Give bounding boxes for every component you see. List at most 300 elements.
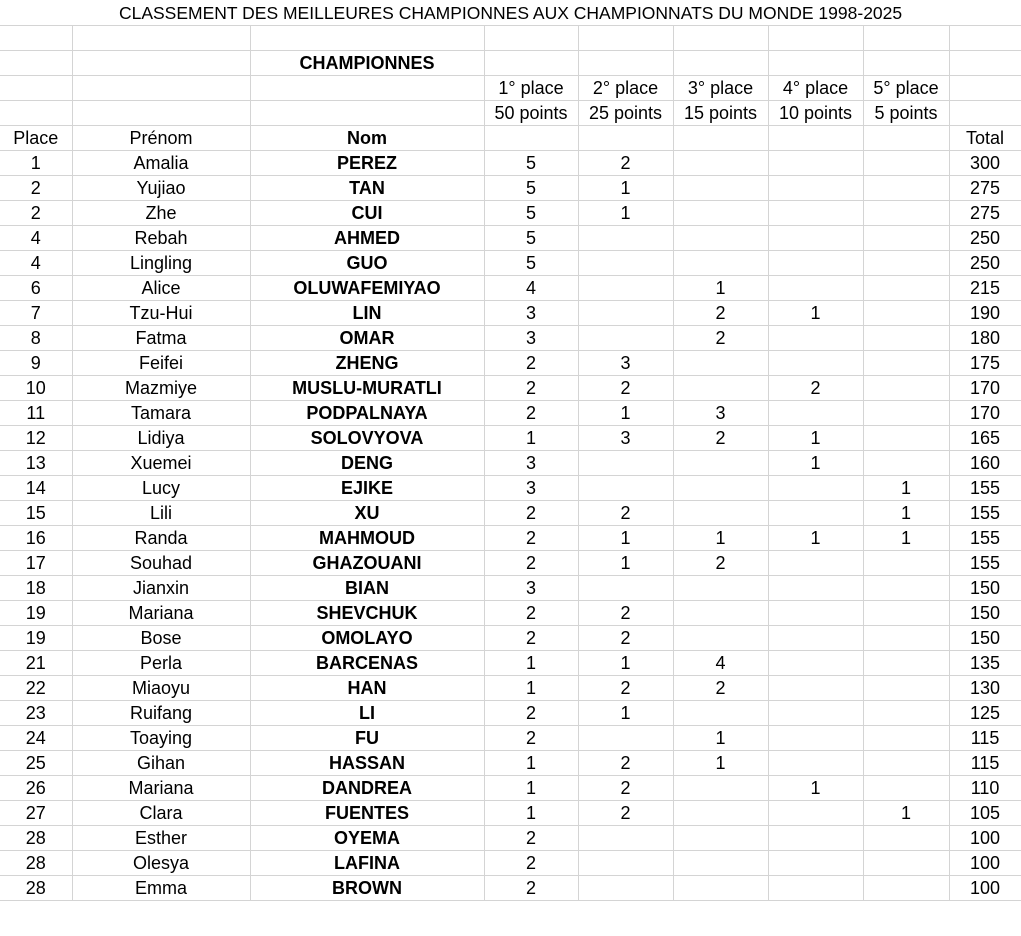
place-3-count-cell[interactable] [673, 475, 768, 500]
place-3-points[interactable]: 15 points [673, 100, 768, 125]
nom-cell[interactable]: FUENTES [250, 800, 484, 825]
prenom-cell[interactable]: Lidiya [72, 425, 250, 450]
place-2-count-cell[interactable] [578, 225, 673, 250]
prenom-cell[interactable]: Feifei [72, 350, 250, 375]
place-4-label[interactable]: 4° place [768, 75, 863, 100]
place-3-count-cell[interactable] [673, 150, 768, 175]
place-3-count-cell[interactable]: 2 [673, 675, 768, 700]
prenom-cell[interactable]: Clara [72, 800, 250, 825]
place-1-count-cell[interactable]: 2 [484, 875, 578, 900]
place-2-count-cell[interactable]: 2 [578, 800, 673, 825]
place-1-count-cell[interactable]: 2 [484, 525, 578, 550]
nom-cell[interactable]: BROWN [250, 875, 484, 900]
nom-cell[interactable]: BARCENAS [250, 650, 484, 675]
cell[interactable] [768, 50, 863, 75]
place-4-count-cell[interactable] [768, 575, 863, 600]
prenom-cell[interactable]: Tamara [72, 400, 250, 425]
place-cell[interactable]: 27 [0, 800, 72, 825]
total-cell[interactable]: 150 [949, 625, 1021, 650]
prenom-cell[interactable]: Zhe [72, 200, 250, 225]
place-cell[interactable]: 18 [0, 575, 72, 600]
total-cell[interactable]: 135 [949, 650, 1021, 675]
place-2-count-cell[interactable]: 1 [578, 400, 673, 425]
place-3-count-cell[interactable] [673, 775, 768, 800]
total-cell[interactable]: 115 [949, 725, 1021, 750]
place-3-count-cell[interactable] [673, 850, 768, 875]
place-4-count-cell[interactable] [768, 600, 863, 625]
place-3-count-cell[interactable]: 2 [673, 425, 768, 450]
prenom-cell[interactable]: Souhad [72, 550, 250, 575]
place-3-count-cell[interactable]: 3 [673, 400, 768, 425]
place-2-count-cell[interactable]: 2 [578, 600, 673, 625]
place-1-count-cell[interactable]: 2 [484, 350, 578, 375]
place-4-count-cell[interactable] [768, 325, 863, 350]
nom-cell[interactable]: HASSAN [250, 750, 484, 775]
prenom-cell[interactable]: Olesya [72, 850, 250, 875]
place-4-count-cell[interactable] [768, 550, 863, 575]
prenom-cell[interactable]: Bose [72, 625, 250, 650]
place-5-count-cell[interactable] [863, 150, 949, 175]
cell[interactable] [578, 25, 673, 50]
cell[interactable] [949, 50, 1021, 75]
place-cell[interactable]: 13 [0, 450, 72, 475]
place-4-count-cell[interactable] [768, 225, 863, 250]
place-1-count-cell[interactable]: 2 [484, 500, 578, 525]
place-3-count-cell[interactable]: 2 [673, 325, 768, 350]
prenom-cell[interactable]: Mariana [72, 775, 250, 800]
cell[interactable] [768, 125, 863, 150]
place-cell[interactable]: 25 [0, 750, 72, 775]
place-4-points[interactable]: 10 points [768, 100, 863, 125]
place-4-count-cell[interactable]: 2 [768, 375, 863, 400]
place-4-count-cell[interactable] [768, 175, 863, 200]
total-cell[interactable]: 130 [949, 675, 1021, 700]
prenom-cell[interactable]: Ruifang [72, 700, 250, 725]
place-2-count-cell[interactable]: 2 [578, 375, 673, 400]
place-5-label[interactable]: 5° place [863, 75, 949, 100]
place-1-count-cell[interactable]: 2 [484, 725, 578, 750]
place-cell[interactable]: 19 [0, 625, 72, 650]
place-2-count-cell[interactable]: 2 [578, 750, 673, 775]
total-cell[interactable]: 105 [949, 800, 1021, 825]
place-5-count-cell[interactable]: 1 [863, 475, 949, 500]
place-2-count-cell[interactable]: 2 [578, 625, 673, 650]
place-5-count-cell[interactable] [863, 775, 949, 800]
place-3-count-cell[interactable] [673, 700, 768, 725]
place-cell[interactable]: 14 [0, 475, 72, 500]
place-1-count-cell[interactable]: 2 [484, 850, 578, 875]
cell[interactable] [72, 25, 250, 50]
nom-cell[interactable]: PEREZ [250, 150, 484, 175]
cell[interactable] [863, 25, 949, 50]
prenom-cell[interactable]: Toaying [72, 725, 250, 750]
cell[interactable] [863, 125, 949, 150]
place-5-count-cell[interactable] [863, 375, 949, 400]
place-3-count-cell[interactable] [673, 825, 768, 850]
place-2-count-cell[interactable] [578, 825, 673, 850]
place-5-count-cell[interactable] [863, 625, 949, 650]
place-1-count-cell[interactable]: 1 [484, 425, 578, 450]
cell[interactable] [250, 100, 484, 125]
place-3-count-cell[interactable]: 2 [673, 550, 768, 575]
place-3-count-cell[interactable]: 2 [673, 300, 768, 325]
nom-cell[interactable]: MAHMOUD [250, 525, 484, 550]
place-5-count-cell[interactable] [863, 275, 949, 300]
cell[interactable] [72, 75, 250, 100]
place-2-count-cell[interactable]: 2 [578, 150, 673, 175]
place-4-count-cell[interactable] [768, 750, 863, 775]
place-1-count-cell[interactable]: 2 [484, 600, 578, 625]
place-5-points[interactable]: 5 points [863, 100, 949, 125]
place-cell[interactable]: 22 [0, 675, 72, 700]
nom-cell[interactable]: LI [250, 700, 484, 725]
prenom-cell[interactable]: Lucy [72, 475, 250, 500]
place-5-count-cell[interactable] [863, 450, 949, 475]
place-4-count-cell[interactable] [768, 725, 863, 750]
place-4-count-cell[interactable] [768, 650, 863, 675]
place-3-count-cell[interactable] [673, 225, 768, 250]
nom-cell[interactable]: FU [250, 725, 484, 750]
cell[interactable] [72, 100, 250, 125]
total-cell[interactable]: 100 [949, 850, 1021, 875]
nom-cell[interactable]: MUSLU-MURATLI [250, 375, 484, 400]
place-2-count-cell[interactable] [578, 450, 673, 475]
place-2-count-cell[interactable] [578, 850, 673, 875]
place-cell[interactable]: 7 [0, 300, 72, 325]
prenom-cell[interactable]: Randa [72, 525, 250, 550]
place-3-count-cell[interactable]: 1 [673, 750, 768, 775]
place-1-count-cell[interactable]: 3 [484, 575, 578, 600]
place-1-count-cell[interactable]: 2 [484, 375, 578, 400]
place-5-count-cell[interactable] [863, 250, 949, 275]
place-5-count-cell[interactable] [863, 850, 949, 875]
place-1-count-cell[interactable]: 2 [484, 400, 578, 425]
place-1-count-cell[interactable]: 1 [484, 675, 578, 700]
nom-cell[interactable]: LAFINA [250, 850, 484, 875]
place-4-count-cell[interactable] [768, 800, 863, 825]
place-2-count-cell[interactable]: 3 [578, 350, 673, 375]
total-header[interactable]: Total [949, 125, 1021, 150]
cell[interactable] [673, 25, 768, 50]
place-1-count-cell[interactable]: 2 [484, 700, 578, 725]
cell[interactable] [250, 75, 484, 100]
cell[interactable] [484, 25, 578, 50]
place-cell[interactable]: 26 [0, 775, 72, 800]
place-3-count-cell[interactable]: 1 [673, 525, 768, 550]
place-cell[interactable]: 9 [0, 350, 72, 375]
total-cell[interactable]: 155 [949, 550, 1021, 575]
nom-cell[interactable]: BIAN [250, 575, 484, 600]
place-5-count-cell[interactable] [863, 225, 949, 250]
place-cell[interactable]: 19 [0, 600, 72, 625]
cell[interactable] [72, 50, 250, 75]
place-1-count-cell[interactable]: 4 [484, 275, 578, 300]
nom-cell[interactable]: EJIKE [250, 475, 484, 500]
place-4-count-cell[interactable] [768, 150, 863, 175]
nom-cell[interactable]: OLUWAFEMIYAO [250, 275, 484, 300]
place-4-count-cell[interactable]: 1 [768, 450, 863, 475]
place-2-count-cell[interactable]: 2 [578, 675, 673, 700]
place-2-count-cell[interactable] [578, 250, 673, 275]
prenom-cell[interactable]: Esther [72, 825, 250, 850]
place-1-count-cell[interactable]: 1 [484, 800, 578, 825]
nom-cell[interactable]: HAN [250, 675, 484, 700]
place-4-count-cell[interactable] [768, 250, 863, 275]
nom-cell[interactable]: OMAR [250, 325, 484, 350]
place-3-count-cell[interactable] [673, 375, 768, 400]
total-cell[interactable]: 275 [949, 200, 1021, 225]
prenom-cell[interactable]: Alice [72, 275, 250, 300]
total-cell[interactable]: 155 [949, 475, 1021, 500]
place-1-count-cell[interactable]: 1 [484, 750, 578, 775]
place-2-count-cell[interactable] [578, 325, 673, 350]
place-3-count-cell[interactable] [673, 875, 768, 900]
total-cell[interactable]: 155 [949, 525, 1021, 550]
place-4-count-cell[interactable] [768, 825, 863, 850]
place-1-count-cell[interactable]: 2 [484, 625, 578, 650]
place-5-count-cell[interactable] [863, 675, 949, 700]
prenom-cell[interactable]: Xuemei [72, 450, 250, 475]
place-cell[interactable]: 8 [0, 325, 72, 350]
place-5-count-cell[interactable] [863, 350, 949, 375]
cell[interactable] [949, 75, 1021, 100]
place-3-count-cell[interactable] [673, 450, 768, 475]
place-1-count-cell[interactable]: 3 [484, 325, 578, 350]
place-2-count-cell[interactable]: 2 [578, 775, 673, 800]
place-cell[interactable]: 28 [0, 850, 72, 875]
place-4-count-cell[interactable] [768, 200, 863, 225]
cell[interactable] [0, 25, 72, 50]
total-cell[interactable]: 190 [949, 300, 1021, 325]
cell[interactable] [673, 125, 768, 150]
place-2-points[interactable]: 25 points [578, 100, 673, 125]
place-4-count-cell[interactable] [768, 475, 863, 500]
total-cell[interactable]: 275 [949, 175, 1021, 200]
total-cell[interactable]: 250 [949, 225, 1021, 250]
place-5-count-cell[interactable] [863, 175, 949, 200]
total-cell[interactable]: 100 [949, 825, 1021, 850]
place-cell[interactable]: 11 [0, 400, 72, 425]
place-2-count-cell[interactable]: 3 [578, 425, 673, 450]
prenom-cell[interactable]: Emma [72, 875, 250, 900]
place-1-count-cell[interactable]: 3 [484, 450, 578, 475]
cell[interactable] [250, 25, 484, 50]
place-1-count-cell[interactable]: 5 [484, 225, 578, 250]
cell[interactable] [484, 125, 578, 150]
place-4-count-cell[interactable] [768, 500, 863, 525]
total-cell[interactable]: 115 [949, 750, 1021, 775]
place-4-count-cell[interactable] [768, 275, 863, 300]
prenom-cell[interactable]: Rebah [72, 225, 250, 250]
prenom-header[interactable]: Prénom [72, 125, 250, 150]
place-1-count-cell[interactable]: 5 [484, 250, 578, 275]
place-cell[interactable]: 2 [0, 175, 72, 200]
place-cell[interactable]: 24 [0, 725, 72, 750]
nom-cell[interactable]: ZHENG [250, 350, 484, 375]
place-5-count-cell[interactable] [863, 300, 949, 325]
nom-cell[interactable]: AHMED [250, 225, 484, 250]
cell[interactable] [949, 25, 1021, 50]
place-2-count-cell[interactable]: 1 [578, 650, 673, 675]
place-3-count-cell[interactable]: 1 [673, 275, 768, 300]
place-cell[interactable]: 1 [0, 150, 72, 175]
place-cell[interactable]: 15 [0, 500, 72, 525]
place-header[interactable]: Place [0, 125, 72, 150]
prenom-cell[interactable]: Jianxin [72, 575, 250, 600]
place-3-count-cell[interactable] [673, 250, 768, 275]
place-4-count-cell[interactable]: 1 [768, 425, 863, 450]
place-5-count-cell[interactable] [863, 200, 949, 225]
place-2-count-cell[interactable] [578, 575, 673, 600]
place-2-count-cell[interactable]: 1 [578, 175, 673, 200]
nom-cell[interactable]: OMOLAYO [250, 625, 484, 650]
place-4-count-cell[interactable]: 1 [768, 525, 863, 550]
place-2-count-cell[interactable]: 1 [578, 525, 673, 550]
place-5-count-cell[interactable] [863, 650, 949, 675]
place-4-count-cell[interactable] [768, 850, 863, 875]
place-5-count-cell[interactable] [863, 425, 949, 450]
nom-cell[interactable]: PODPALNAYA [250, 400, 484, 425]
nom-header[interactable]: Nom [250, 125, 484, 150]
cell[interactable] [0, 50, 72, 75]
place-2-count-cell[interactable] [578, 725, 673, 750]
place-cell[interactable]: 10 [0, 375, 72, 400]
place-2-count-cell[interactable] [578, 475, 673, 500]
total-cell[interactable]: 125 [949, 700, 1021, 725]
place-5-count-cell[interactable] [863, 725, 949, 750]
section-label[interactable]: CHAMPIONNES [250, 50, 484, 75]
place-1-count-cell[interactable]: 2 [484, 825, 578, 850]
place-4-count-cell[interactable] [768, 675, 863, 700]
total-cell[interactable]: 110 [949, 775, 1021, 800]
sheet-title[interactable]: CLASSEMENT DES MEILLEURES CHAMPIONNES AUX CHAMPIONNATS DU MONDE 1998-2025 [0, 0, 1021, 25]
place-5-count-cell[interactable] [863, 575, 949, 600]
place-3-count-cell[interactable] [673, 200, 768, 225]
place-4-count-cell[interactable]: 1 [768, 775, 863, 800]
place-2-count-cell[interactable]: 1 [578, 550, 673, 575]
place-1-count-cell[interactable]: 2 [484, 550, 578, 575]
place-1-count-cell[interactable]: 3 [484, 475, 578, 500]
place-2-count-cell[interactable]: 1 [578, 700, 673, 725]
place-cell[interactable]: 16 [0, 525, 72, 550]
place-3-count-cell[interactable] [673, 175, 768, 200]
place-3-count-cell[interactable] [673, 575, 768, 600]
total-cell[interactable]: 300 [949, 150, 1021, 175]
prenom-cell[interactable]: Perla [72, 650, 250, 675]
total-cell[interactable]: 250 [949, 250, 1021, 275]
nom-cell[interactable]: DANDREA [250, 775, 484, 800]
place-cell[interactable]: 21 [0, 650, 72, 675]
place-3-count-cell[interactable] [673, 500, 768, 525]
nom-cell[interactable]: LIN [250, 300, 484, 325]
place-cell[interactable]: 12 [0, 425, 72, 450]
place-5-count-cell[interactable] [863, 700, 949, 725]
place-5-count-cell[interactable] [863, 550, 949, 575]
total-cell[interactable]: 180 [949, 325, 1021, 350]
nom-cell[interactable]: DENG [250, 450, 484, 475]
total-cell[interactable]: 155 [949, 500, 1021, 525]
place-4-count-cell[interactable]: 1 [768, 300, 863, 325]
prenom-cell[interactable]: Mariana [72, 600, 250, 625]
place-1-count-cell[interactable]: 5 [484, 175, 578, 200]
cell[interactable] [673, 50, 768, 75]
nom-cell[interactable]: XU [250, 500, 484, 525]
place-2-count-cell[interactable] [578, 875, 673, 900]
place-cell[interactable]: 4 [0, 250, 72, 275]
place-cell[interactable]: 23 [0, 700, 72, 725]
nom-cell[interactable]: SOLOVYOVA [250, 425, 484, 450]
place-3-label[interactable]: 3° place [673, 75, 768, 100]
place-cell[interactable]: 4 [0, 225, 72, 250]
place-4-count-cell[interactable] [768, 400, 863, 425]
place-3-count-cell[interactable]: 1 [673, 725, 768, 750]
place-3-count-cell[interactable] [673, 800, 768, 825]
total-cell[interactable]: 150 [949, 575, 1021, 600]
nom-cell[interactable]: CUI [250, 200, 484, 225]
place-2-count-cell[interactable]: 2 [578, 500, 673, 525]
cell[interactable] [863, 50, 949, 75]
place-cell[interactable]: 28 [0, 825, 72, 850]
place-3-count-cell[interactable] [673, 625, 768, 650]
place-1-count-cell[interactable]: 3 [484, 300, 578, 325]
place-5-count-cell[interactable] [863, 825, 949, 850]
nom-cell[interactable]: TAN [250, 175, 484, 200]
cell[interactable] [484, 50, 578, 75]
place-4-count-cell[interactable] [768, 875, 863, 900]
place-4-count-cell[interactable] [768, 625, 863, 650]
total-cell[interactable]: 160 [949, 450, 1021, 475]
place-3-count-cell[interactable]: 4 [673, 650, 768, 675]
cell[interactable] [0, 100, 72, 125]
place-5-count-cell[interactable]: 1 [863, 500, 949, 525]
total-cell[interactable]: 150 [949, 600, 1021, 625]
nom-cell[interactable]: GUO [250, 250, 484, 275]
place-2-count-cell[interactable]: 1 [578, 200, 673, 225]
prenom-cell[interactable]: Amalia [72, 150, 250, 175]
cell[interactable] [949, 100, 1021, 125]
place-1-count-cell[interactable]: 1 [484, 650, 578, 675]
total-cell[interactable]: 175 [949, 350, 1021, 375]
place-1-label[interactable]: 1° place [484, 75, 578, 100]
place-4-count-cell[interactable] [768, 350, 863, 375]
place-cell[interactable]: 17 [0, 550, 72, 575]
place-5-count-cell[interactable] [863, 400, 949, 425]
nom-cell[interactable]: SHEVCHUK [250, 600, 484, 625]
prenom-cell[interactable]: Lingling [72, 250, 250, 275]
total-cell[interactable]: 170 [949, 400, 1021, 425]
place-cell[interactable]: 2 [0, 200, 72, 225]
prenom-cell[interactable]: Yujiao [72, 175, 250, 200]
place-cell[interactable]: 6 [0, 275, 72, 300]
cell[interactable] [768, 25, 863, 50]
prenom-cell[interactable]: Mazmiye [72, 375, 250, 400]
nom-cell[interactable]: GHAZOUANI [250, 550, 484, 575]
prenom-cell[interactable]: Gihan [72, 750, 250, 775]
nom-cell[interactable]: OYEMA [250, 825, 484, 850]
total-cell[interactable]: 215 [949, 275, 1021, 300]
prenom-cell[interactable]: Fatma [72, 325, 250, 350]
cell[interactable] [578, 125, 673, 150]
place-5-count-cell[interactable] [863, 875, 949, 900]
place-5-count-cell[interactable]: 1 [863, 525, 949, 550]
cell[interactable] [0, 75, 72, 100]
place-5-count-cell[interactable] [863, 750, 949, 775]
place-1-count-cell[interactable]: 1 [484, 775, 578, 800]
cell[interactable] [578, 50, 673, 75]
place-5-count-cell[interactable] [863, 325, 949, 350]
place-5-count-cell[interactable]: 1 [863, 800, 949, 825]
total-cell[interactable]: 165 [949, 425, 1021, 450]
